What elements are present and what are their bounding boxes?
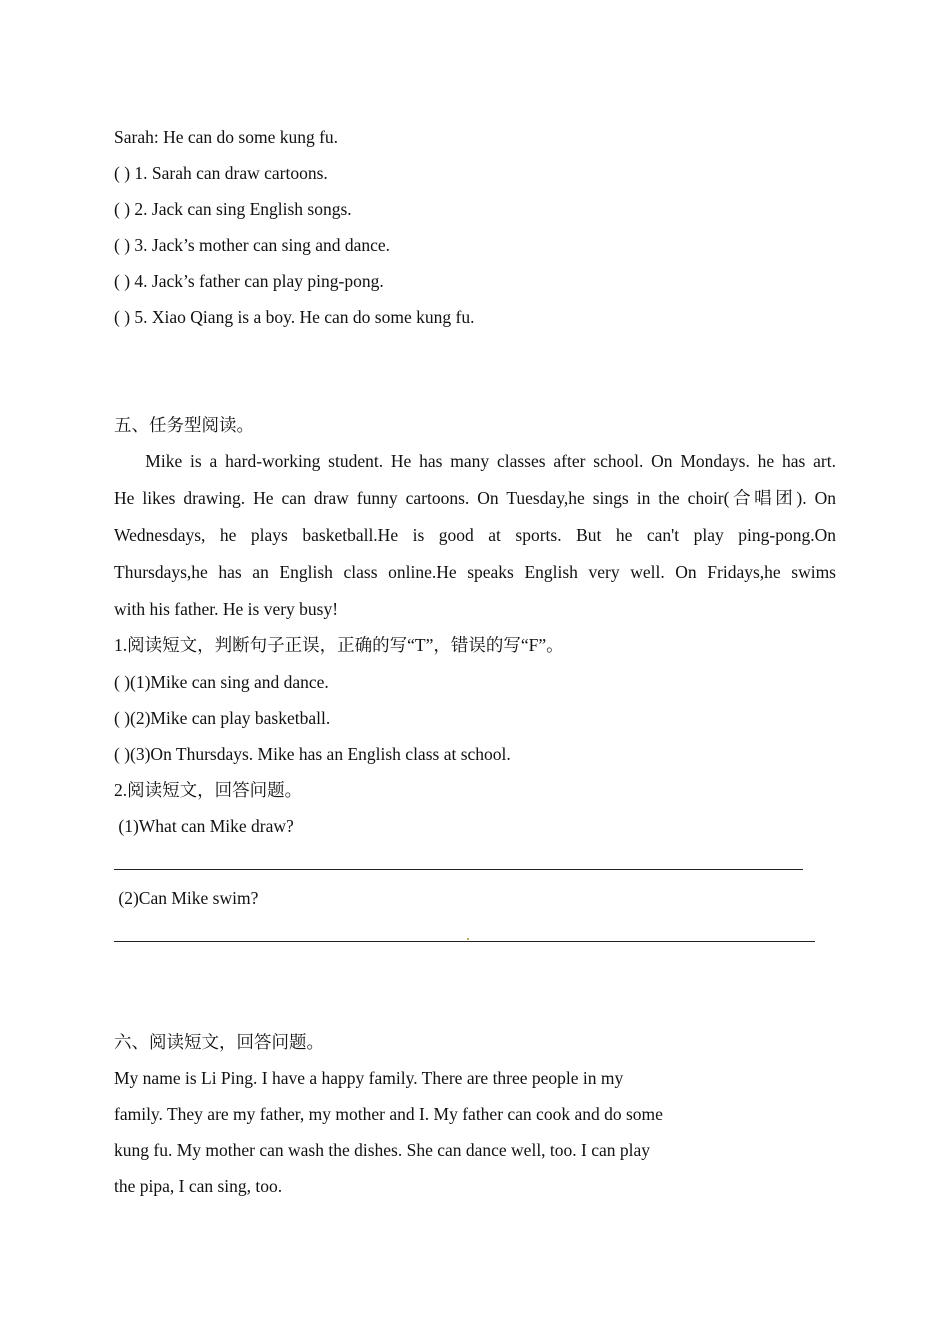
judge-item-3: ( ) 3. Jack’s mother can sing and dance.: [114, 235, 391, 255]
section6-line-3: kung fu. My mother can wash the dishes. She can dance well, too. I can play: [114, 1140, 651, 1160]
dialog-line: Sarah: He can do some kung fu.: [114, 127, 339, 147]
section6-line-4: the pipa, I can sing, too.: [114, 1176, 283, 1196]
task2-instruction: 2.阅读短文，回答问题。: [114, 780, 303, 800]
answer-line-1[interactable]: [114, 869, 803, 870]
passage-line-2: He likes drawing. He can draw funny cartoons. On Tuesday,he sings in the choir(合唱团). On: [114, 488, 836, 508]
task2-question-1: (1)What can Mike draw?: [114, 816, 294, 836]
task1-item-1: ( )(1)Mike can sing and dance.: [114, 672, 329, 692]
judge-item-1: ( ) 1. Sarah can draw cartoons.: [114, 163, 328, 183]
section6-line-1: My name is Li Ping. I have a happy family. There are three people in my: [114, 1068, 624, 1088]
task1-instruction: 1.阅读短文，判断句子正误，正确的写“T”，错误的写“F”。: [114, 635, 564, 655]
judge-item-2: ( ) 2. Jack can sing English songs.: [114, 199, 352, 219]
section5-heading: 五、任务型阅读。: [114, 415, 254, 435]
passage-line-4: Thursdays,he has an English class online.He speaks English very well. On Fridays,he swims: [114, 562, 836, 582]
passage-line-1: Mike is a hard-working student. He has many classes after school. On Mondays. he has art.: [114, 451, 836, 471]
judge-item-4: ( ) 4. Jack’s father can play ping-pong.: [114, 271, 384, 291]
passage-line-5: with his father. He is very busy!: [114, 599, 339, 619]
answer-line-2[interactable]: [114, 941, 815, 942]
stray-mark: [467, 938, 469, 940]
task1-item-2: ( )(2)Mike can play basketball.: [114, 708, 331, 728]
passage-line-3: Wednesdays, he plays basketball.He is good at sports. But he can't play ping-pong.On: [114, 525, 836, 545]
section6-heading: 六、阅读短文，回答问题。: [114, 1032, 324, 1052]
task1-item-3: ( )(3)On Thursdays. Mike has an English class at school.: [114, 744, 511, 764]
judge-item-5: ( ) 5. Xiao Qiang is a boy. He can do some kung fu.: [114, 307, 475, 327]
section6-line-2: family. They are my father, my mother and I. My father can cook and do some: [114, 1104, 663, 1124]
task2-question-2: (2)Can Mike swim?: [114, 888, 259, 908]
